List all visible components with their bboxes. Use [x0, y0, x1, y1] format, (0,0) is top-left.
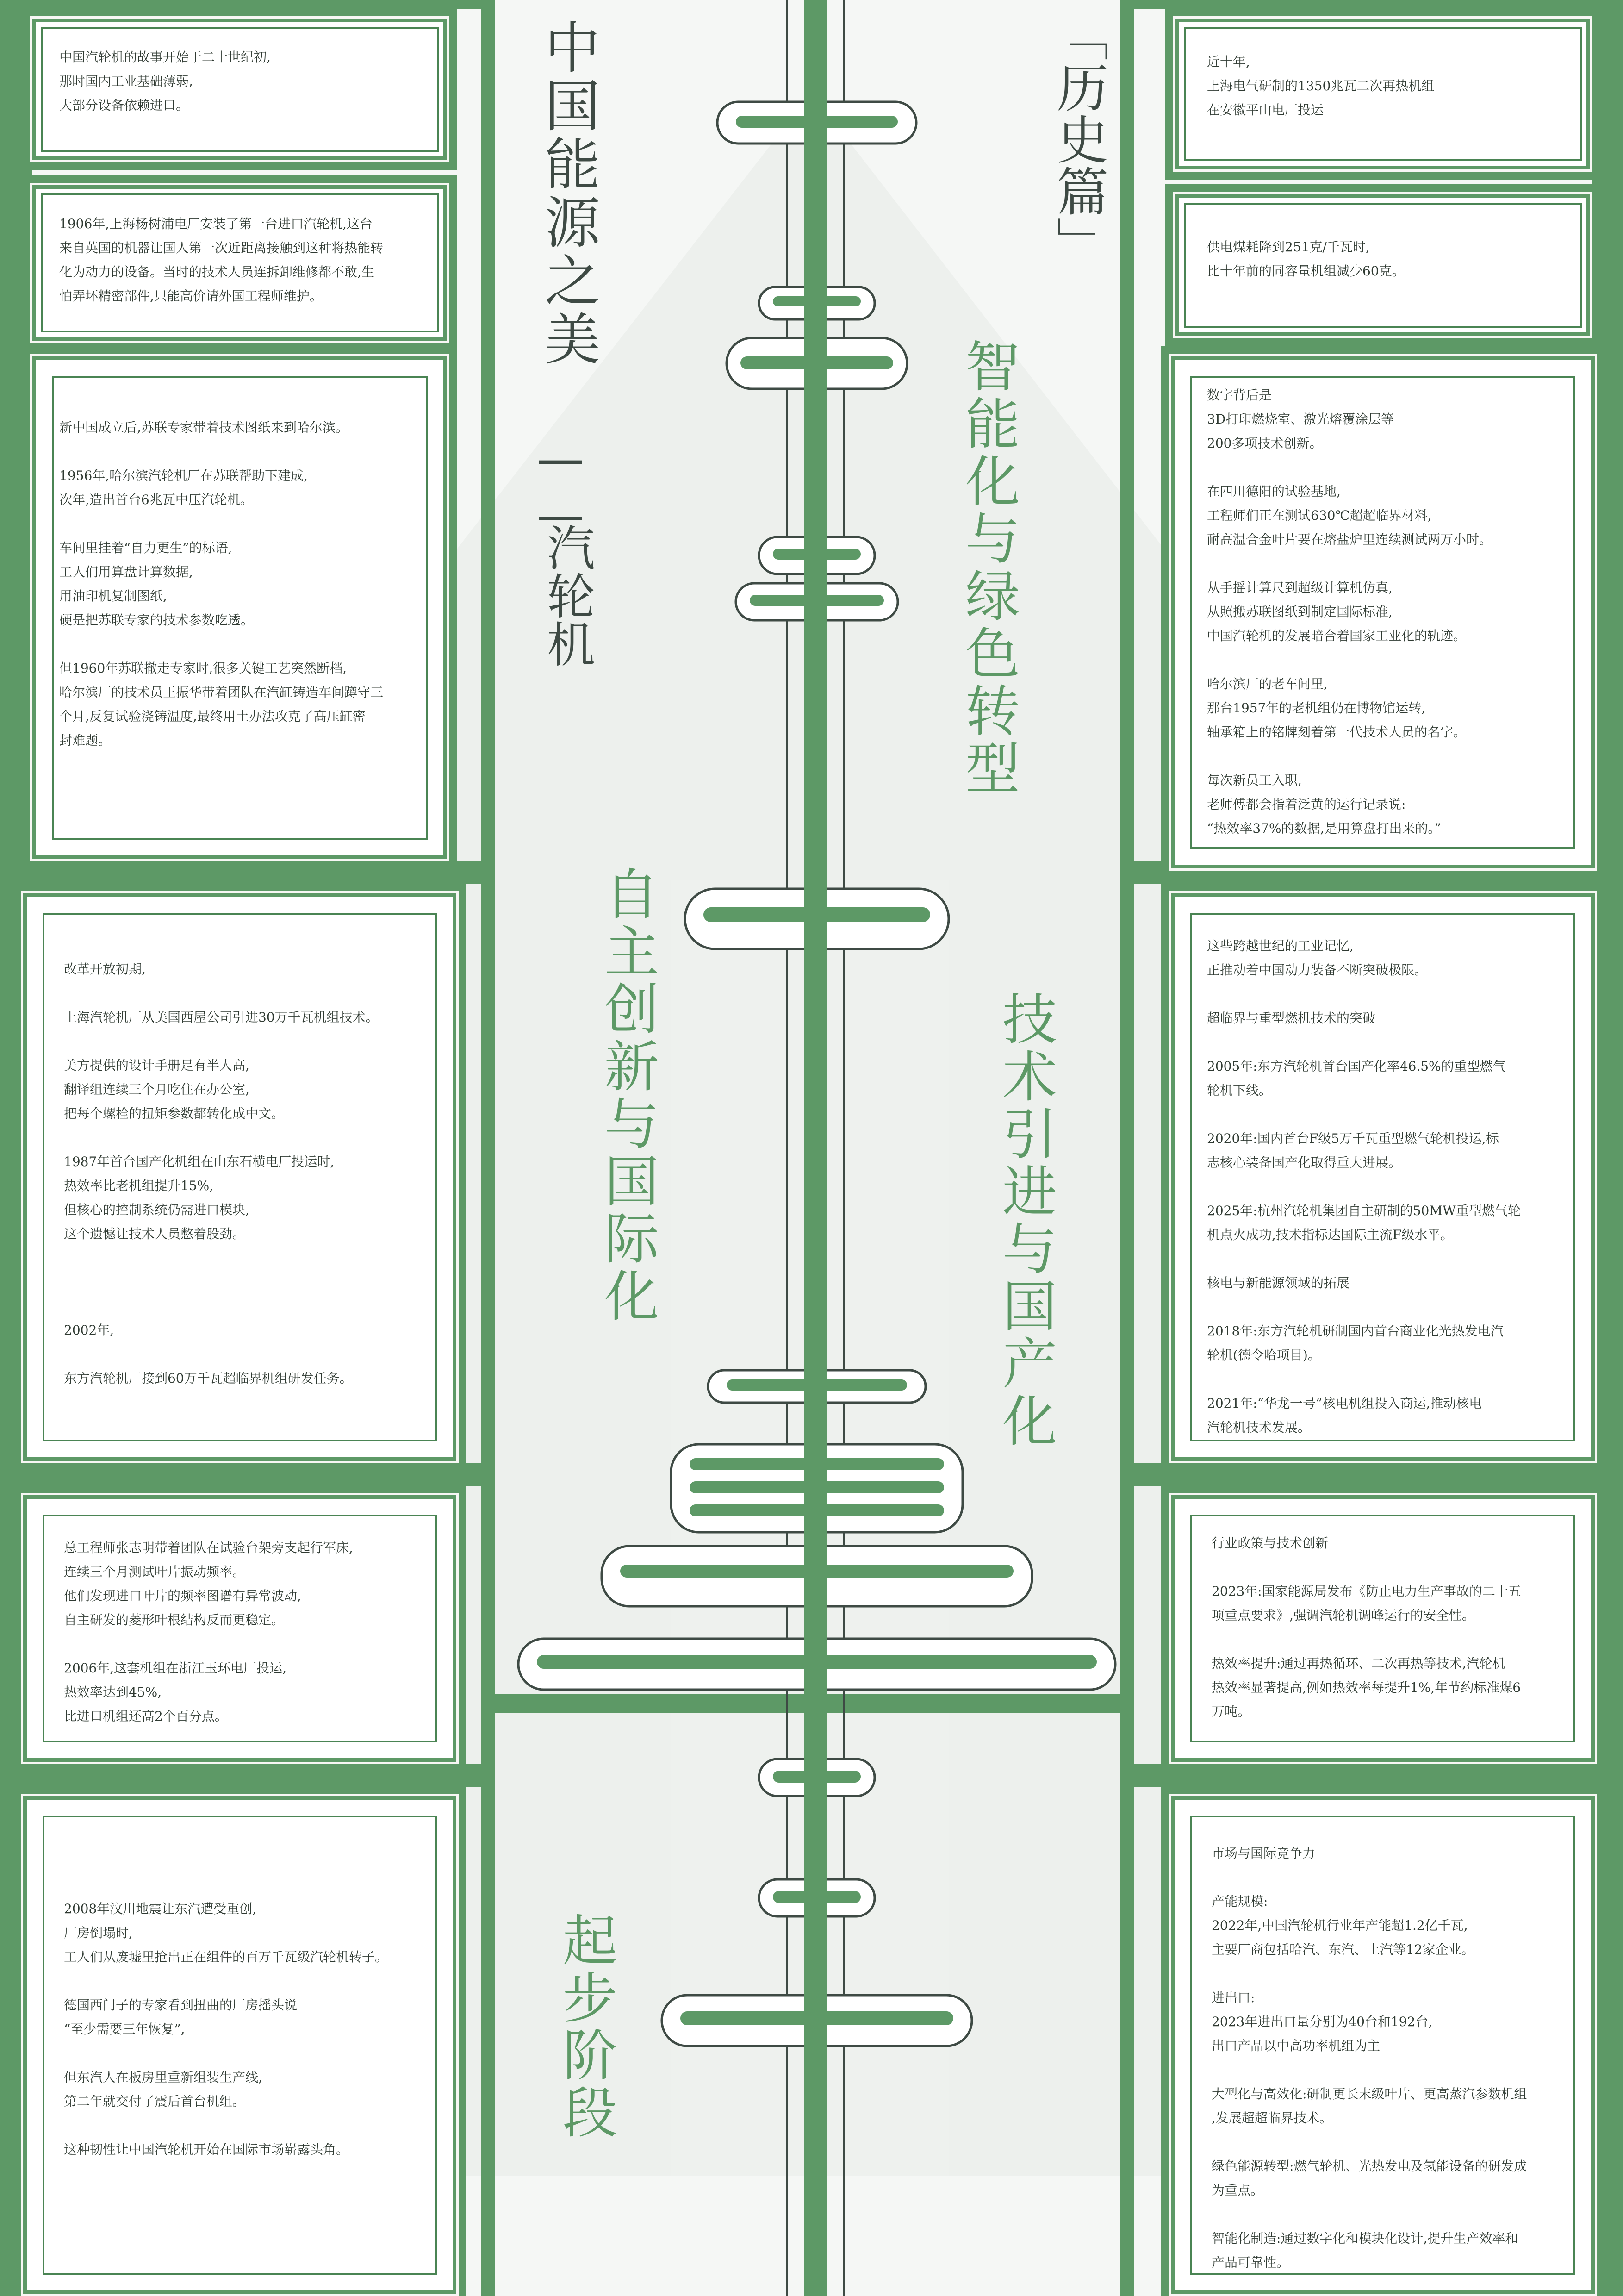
right-panel-5 [1171, 1495, 1595, 1762]
spine-core [804, 0, 827, 2296]
right-panel-1-text: 近十年, 上海电气研制的1350兆瓦二次再热机组 在安徽平山电厂投运 [1207, 54, 1435, 118]
left-panel-3-text: 新中国成立后,苏联专家带着技术图纸来到哈尔滨。 1956年,哈尔滨汽轮机厂在苏联帮助下建成, 次年,造出首台6兆瓦中压汽轮机。 车间里挂着“自力更生”的标语, 工人们用算盘计算数据, 用油印机复制图纸, 硬是把苏联专家的技术参数吃透。 但1960年苏联撤走专家时,很多关键工艺突然断档, 哈尔滨厂的技术员王振华带着团队在汽缸铸造车间蹲守三 个月,反复试验浇铸温度,最终用土办法攻克了高压缸密 封难题。 [59, 420, 384, 748]
left-panel-4 [23, 893, 456, 1461]
right-panel-4 [1171, 893, 1595, 1461]
right-panel-3-text: 数字背后是 3D打印燃烧室、激光熔覆涂层等 200多项技术创新。 在四川德阳的试验基地, 工程师们正在测试630℃超超临界材料, 耐高温合金叶片要在熔盐炉里连续测试两万小时。 从手摇计算尺到超级计算机仿真, 从照搬苏联图纸到制定国际标准, 中国汽轮机的发展暗合着国家工业化的轨迹。 哈尔滨厂的老车间里, 那台1957年的老机组仍在博物馆运转, 轴承箱上的铭牌刻着第一代技术人员的名字。 每次新员工入职, 老师傅都会指着泛黄的运行记录说: “热效率37%的数据,是用算盘打出来的。” [1207, 387, 1492, 836]
left-panel-6-text: 2008年汶川地震让东汽遭受重创, 厂房倒塌时, 工人们从废墟里抢出正在组件的百万千瓦级汽轮机转子。 德国西门子的专家看到扭曲的厂房摇头说 “至少需要三年恢复”, 但东汽人在板房里重新组装生产线, 第二年就交付了震后首台机组。 这种韧性让中国汽轮机开始在国际市场崭露头角。 [64, 1901, 388, 2157]
page-title: 中国能源之美 [535, 19, 600, 368]
left-panel-1-text: 中国汽轮机的故事开始于二十世纪初, 那时国内工业基础薄弱, 大部分设备依赖进口。 [59, 50, 271, 113]
left-panel-2-text: 1906年,上海杨树浦电厂安装了第一台进口汽轮机,这台 来自英国的机器让国人第一次近距离接触到这种将热能转 化为动力的设备。当时的技术人员连拆卸维修都不敢,生 怕弄坏精密部件,只能高价请外国工程师维护。 [59, 216, 384, 304]
right-panel-2 [1175, 194, 1590, 336]
page-subtitle: 汽轮机 [539, 523, 595, 668]
right-panel-6-text: 市场与国际竞争力 产能规模: 2022年,中国汽轮机行业年产能超1.2亿千瓦, 主要厂商包括哈汽、东汽、上汽等12家企业。 进出口: 2023年进出口量分别为40台和192台, 出口产品以中高功率机组为主 大型化与高效化:研制更长末级叶片、更高蒸汽参数机组 ,发展超超临界技术。 绿色能源转型:燃气轮机、光热发电及氢能设备的研发成 为重点。 智能化制造:通过数字化和模块化设计,提升生产效率和 产品可靠性。 [1212, 1846, 1527, 2270]
right-panel-2-text: 供电煤耗降到251克/千瓦时, 比十年前的同容量机组减少60克。 [1207, 239, 1405, 279]
stage-label-start: 起步阶段 [553, 1912, 617, 2141]
right-panel-5-text: 行业政策与技术创新 2023年:国家能源局发布《防止电力生产事故的二十五 项重点要求》,强调汽轮机调峰运行的安全性。 热效率提升:通过再热循环、二次再热等技术,汽轮机 热效率显著提高,例如热效率每提升1%,年节约标准煤6 万吨。 [1212, 1535, 1521, 1719]
left-panel-3 [32, 356, 447, 859]
stage-label-innovation: 自主创新与国际化 [595, 866, 659, 1325]
left-panel-4-text: 改革开放初期, 上海汽轮机厂从美国西屋公司引进30万千瓦机组技术。 美方提供的设计手册足有半人高, 翻译组连续三个月吃住在办公室, 把每个螺栓的扭矩参数都转化成中文。 1987年首台国产化机组在山东石横电厂投运时, 热效率比老机组提升15%, 但核心的控制系统仍需进口模块, 这个遗憾让技术人员憋着股劲。 2002年, 东方汽轮机厂接到60万千瓦超临界机组研发任务。 [64, 961, 379, 1386]
left-panel-5 [23, 1495, 456, 1762]
left-panel-1 [32, 19, 447, 160]
stage-label-intelligent: 智能化与绿色转型 [956, 338, 1020, 797]
title-dash: —— [532, 430, 589, 543]
section-tag: 「历史篇」 [1048, 9, 1108, 268]
left-panel-5-text: 总工程师张志明带着团队在试验台架旁支起行军床, 连续三个月测试叶片振动频率。 他们发现进口叶片的频率图谱有异常波动, 自主研发的菱形叶根结构反而更稳定。 2006年,这套机组在浙江玉环电厂投运, 热效率达到45%, 比进口机组还高2个百分点。 [64, 1540, 353, 1724]
right-panel-3 [1171, 356, 1595, 868]
left-panel-6 [23, 1796, 456, 2294]
right-panel-1 [1175, 19, 1590, 169]
stage-label-introduction: 技术引进与国产化 [993, 991, 1057, 1450]
right-panel-6 [1171, 1796, 1595, 2294]
left-panel-2 [32, 185, 447, 341]
right-panel-4-text: 这些跨越世纪的工业记忆, 正推动着中国动力装备不断突破极限。 超临界与重型燃机技术的突破 2005年:东方汽轮机首台国产化率46.5%的重型燃气 轮机下线。 2020年:国内首台F级5万千瓦重型燃气轮机投运,标 志核心装备国产化取得重大进展。 2025年:杭州汽轮机集团自主研制的50MW重型燃气轮 机点火成功,技术指标达国际主流F级水平。 核电与新能源领域的拓展 2018年:东方汽轮机研制国内首台商业化光热发电汽 轮机(德令哈项目)。 2021年:“华龙一号”核电机组投入商运,推动核电 汽轮机技术发展。 [1207, 938, 1521, 1435]
